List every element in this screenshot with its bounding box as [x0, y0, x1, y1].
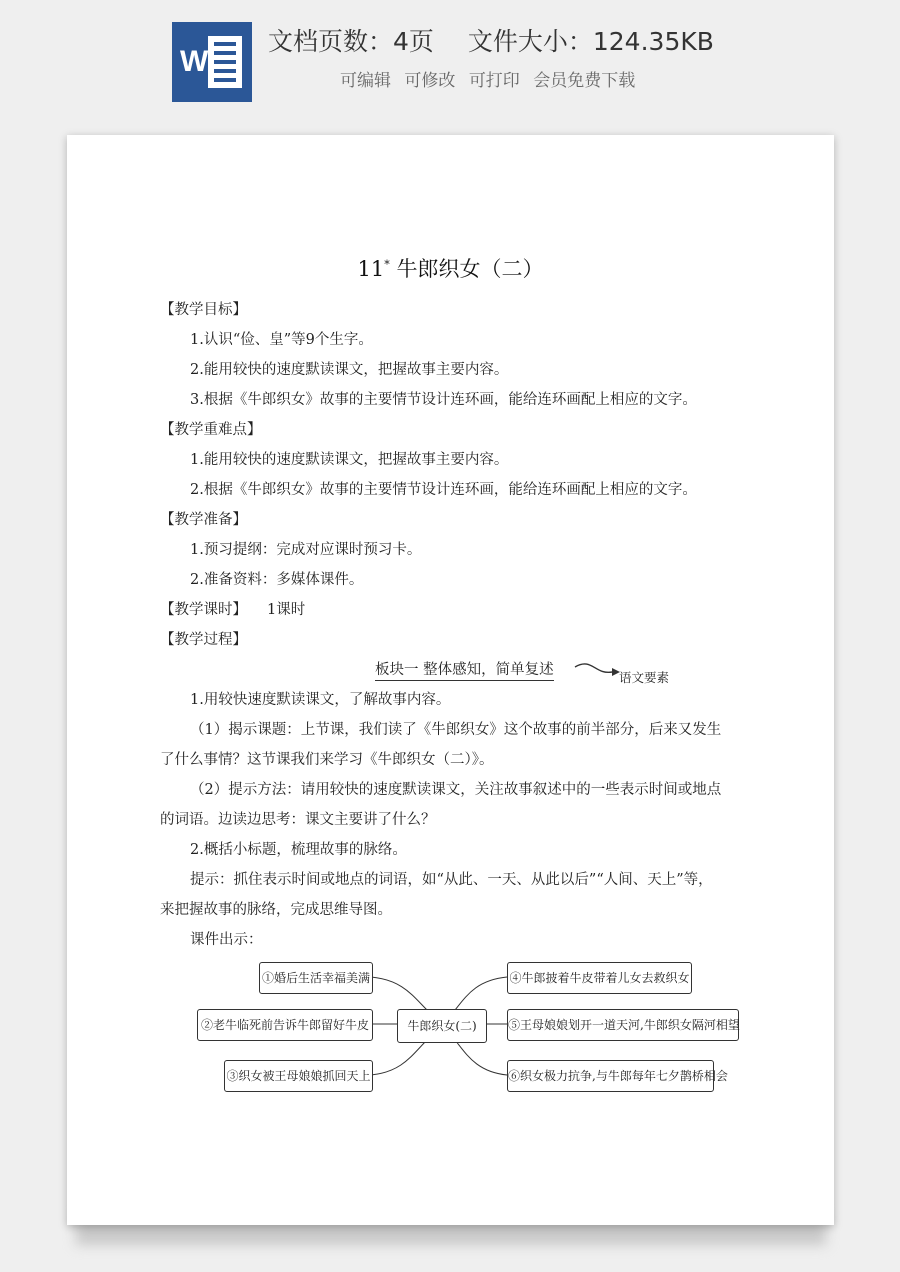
mindmap-node-6: ⑥织女极力抗争,与牛郎每年七夕鹊桥相会	[507, 1060, 714, 1092]
goal-3: 3.根据《牛郎织女》故事的主要情节设计连环画，能给连环画配上相应的文字。	[190, 392, 697, 408]
step-2: 2.概括小标题，梳理故事的脉络。	[190, 842, 407, 858]
mindmap-node-5: ⑤王母娘娘划开一道天河,牛郎织女隔河相望	[507, 1009, 739, 1041]
prep-1: 1.预习提纲：完成对应课时预习卡。	[190, 542, 422, 558]
mindmap-node-1: ①婚后生活幸福美满	[259, 962, 373, 994]
step-1b-line2: 的词语。边读边思考：课文主要讲了什么？	[160, 812, 436, 828]
section-hours-heading: 【教学课时】	[160, 602, 247, 618]
file-size: 文件大小：124.35KB	[467, 27, 714, 56]
courseware-label: 课件出示：	[190, 932, 263, 948]
feature-editable: 可编辑	[340, 71, 391, 91]
step-1b-line1: （2）提示方法：请用较快的速度默读课文，关注故事叙述中的一些表示时间或地点	[190, 782, 722, 798]
word-document-icon: W	[172, 22, 252, 102]
step-1: 1.用较快速度默读课文，了解故事内容。	[190, 692, 451, 708]
hours-value: 1课时	[267, 602, 306, 618]
key-point-2: 2.根据《牛郎织女》故事的主要情节设计连环画，能给连环画配上相应的文字。	[190, 482, 697, 498]
block-heading: 板块一 整体感知，简单复述	[375, 658, 554, 681]
section-goals-heading: 【教学目标】	[160, 302, 247, 318]
section-process-heading: 【教学过程】	[160, 632, 247, 648]
mindmap-node-2: ②老牛临死前告诉牛郎留好牛皮	[197, 1009, 373, 1041]
block-tag: 语文要素	[619, 670, 670, 685]
key-point-1: 1.能用较快的速度默读课文，把握故事主要内容。	[190, 452, 509, 468]
download-banner	[0, 0, 900, 120]
hint-line2: 来把握故事的脉络，完成思维导图。	[160, 902, 392, 918]
section-prep-heading: 【教学准备】	[160, 512, 247, 528]
prep-2: 2.准备资料：多媒体课件。	[190, 572, 364, 588]
feature-modifiable: 可修改	[404, 71, 456, 91]
step-1a-line1: （1）揭示课题：上节课，我们读了《牛郎织女》这个故事的前半部分，后来又发生	[190, 722, 722, 738]
section-key-heading: 【教学重难点】	[160, 422, 262, 438]
feature-printable: 可打印	[468, 71, 520, 91]
mindmap-center: 牛郎织女(二)	[397, 1009, 487, 1043]
mindmap-node-3: ③织女被王母娘娘抓回天上	[224, 1060, 373, 1092]
mindmap-node-4: ④牛郎披着牛皮带着儿女去救织女	[507, 962, 692, 994]
page-title: 11* 牛郎织女（二）	[357, 257, 544, 281]
goal-1: 1.认识“俭、皇”等9个生字。	[190, 332, 373, 348]
goal-2: 2.能用较快的速度默读课文，把握故事主要内容。	[190, 362, 509, 378]
page-count: 文档页数：4页	[268, 27, 434, 56]
feature-member-download: 会员免费下载	[533, 71, 636, 91]
hint-line1: 提示：抓住表示时间或地点的词语，如“从此、一天、从此以后”“人间、天上”等，	[190, 872, 713, 888]
step-1a-line2: 了什么事情？这节课我们来学习《牛郎织女（二）》。	[160, 752, 494, 768]
mindmap-connectors	[67, 135, 834, 1225]
document-page	[67, 135, 834, 1225]
